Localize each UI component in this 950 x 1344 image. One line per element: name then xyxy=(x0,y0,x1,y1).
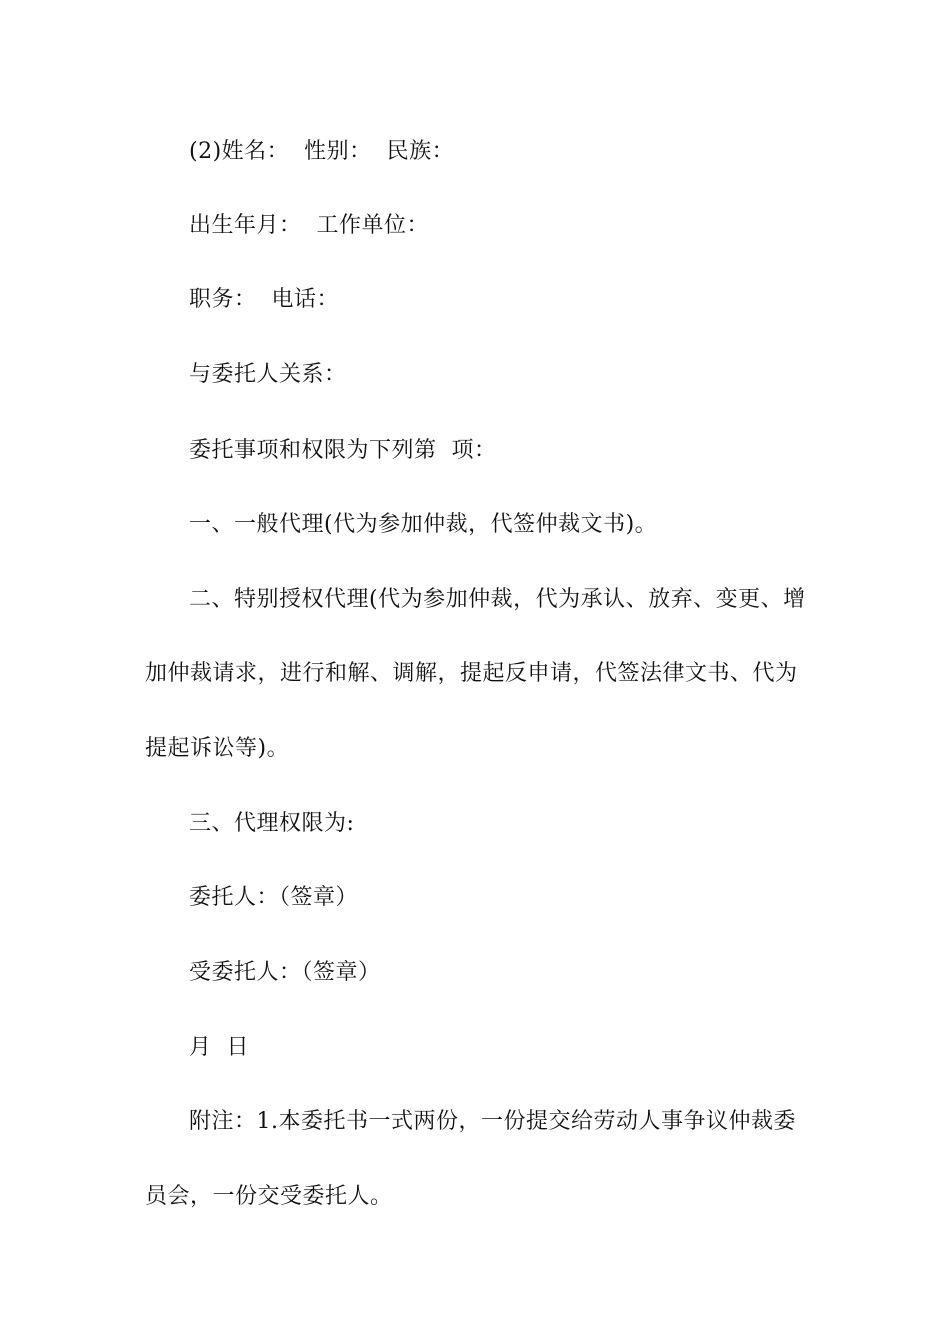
birth-workplace-line: 出生年月： 工作单位： xyxy=(189,213,429,238)
matters-scope-heading: 委托事项和权限为下列第 项： xyxy=(189,438,497,463)
position-phone-line: 职务： 电话： xyxy=(189,287,339,312)
relationship-line: 与委托人关系： xyxy=(189,362,347,387)
special-agency-item-line-2: 加仲裁请求，进行和解、调解，提起反申请，代签法律文书、代为 xyxy=(145,661,798,686)
special-agency-item-line-1: 二、特别授权代理(代为参加仲裁，代为承认、放弃、变更、增 xyxy=(189,587,806,612)
note-line-2: 员会，一份交受委托人。 xyxy=(145,1184,393,1209)
date-line: 月 日 xyxy=(189,1035,249,1060)
special-agency-item-line-3: 提起诉讼等)。 xyxy=(145,736,290,761)
principal-name-gender-ethnicity-line: (2)姓名： 性别： 民族： xyxy=(189,139,455,164)
principal-signature-line: 委托人：（签章） xyxy=(189,885,359,910)
general-agency-item: 一、一般代理(代为参加仲裁，代签仲裁文书)。 xyxy=(189,512,658,537)
agency-scope-item: 三、代理权限为: xyxy=(189,811,355,836)
note-line-1: 附注：1.本委托书一式两份，一份提交给劳动人事争议仲裁委 xyxy=(189,1109,796,1134)
agent-signature-line: 受委托人：（签章） xyxy=(189,960,381,985)
